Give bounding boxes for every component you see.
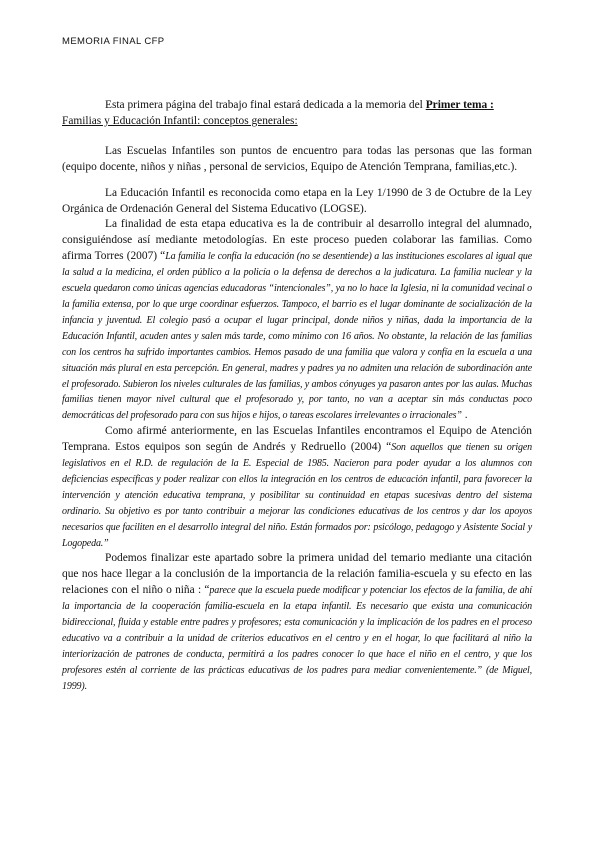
paragraph-2: La Educación Infantil es reconocida como etapa en la Ley 1/1990 de 3 de Octubre de la Ley Orgánica de Ordenación General del Sistema Educativo (LOGSE). <box>62 186 532 215</box>
paragraph-4 <box>62 424 532 551</box>
intro-subtitle: Familias y Educación Infantil: conceptos generales: <box>62 114 298 127</box>
intro-paragraph <box>62 98 532 130</box>
paragraph-5-text: Podemos finalizar este apartado sobre la primera unidad del temario mediante una citación que nos hace llegar a la conclusión de la importancia de la relación familia-escuela y su efecto en las relaciones con el niño o niña : “ <box>62 552 532 597</box>
page-header: MEMORIA FINAL CFP <box>62 36 165 47</box>
paragraph-5 <box>62 551 532 694</box>
intro-text: Esta primera página del trabajo final estará dedicada a la memoria del <box>105 99 426 111</box>
paragraph-3-text: La finalidad de esta etapa educativa es la de contribuir al desarrollo integral del alumnado, consiguiéndose así mediante metodologías. En este proceso pueden colaborar las familias. Como afirma Torres (2007) “ <box>62 218 532 263</box>
paragraph-1: Las Escuelas Infantiles son puntos de encuentro para todas las personas que las forman (equipo docente, niños y niñas , personal de servicios, Equipo de Atención Temprana, familias,etc.). <box>62 144 532 173</box>
paragraph-3 <box>62 217 532 424</box>
paragraph-4-quote: Son aquellos que tienen su origen legislativos en el R.D. de regulación de la E. Especial de 1985. Nacieron para poder ayudar a los alumnos con deficiencias específicas y poder realizar con ellos la integración en los centros de educación infantil, para favorecer la intervención y atención educativa temprana, y posibilitar su continuidad en etapas sucesivas dentro del sistema ordinario. Su objetivo es por tanto contribuir a mejorar las condiciones educativas de los centros y dar los apoyos necesarios que faciliten en el desarrollo integral del niño. Están formados por: psicólogo, pedagogo y Asistente Social y Logopeda.” <box>62 442 532 549</box>
intro-highlight: Primer tema : <box>425 99 494 111</box>
document-body <box>62 98 532 695</box>
paragraph-5-quote: parece que la escuela puede modificar y potenciar los efectos de la familia, de ahí la importancia de la cooperación familia-escuela en la etapa infantil. Es necesario que exista una comunicación bidireccional, fluida y estable entre padres y profesores; esta comunicación y la implicación de los padres en el proceso educativo va a contribuir a la unidad de criterios educativos en el centro y en el hogar, lo que facilitará al niño la interiorización de patrones de conducta, permitirá a los padres conocer lo que hace el niño en el centro, y que los profesores estén al corriente de las prácticas educativas de los padres para mediar convenientemente.” (de Miguel, 1999). <box>62 585 532 692</box>
paragraph-3-quote: La familia le confía la educación (no se desentiende) a las instituciones escolares al igual que la salud a la medicina, el orden público a la policía o la defensa de derechos a la judicatura. La familia nuclear y la escuela quedaron como únicas agencias educadoras “intencionales”, ya no lo hace la Iglesia, ni la comunidad vecinal o la familia extensa, por lo que urge coordinar esfuerzos. Tampoco, el barrio es el lugar dominante de socialización de la infancia y juventud. El colegio pasó a ocupar el lugar principal, donde niños y niñas, dada la importancia de la Educación Infantil, acuden antes y salen más tarde, como mínimo con 16 años. No obstante, la relación de las familias con los centros ha sufrido importantes cambios. Hemos pasado de una familia que valora y confía en la escuela a una situación más plural en esta percepción. En general, madres y padres ya no admiten una relación de subordinación ante el profesorado. Subieron los niveles culturales de las familias, y ambos cónyuges ya pasaron antes por las aulas. Muchas familias tienen mayor nivel cultural que el profesorado y, por tanto, no van a aceptar sin más conductas poco democráticas del profesorado para con sus hijos e hijos, o tareas escolares irrelevantes o irracionales” <box>62 251 532 422</box>
paragraph-4-text: Como afirmé anteriormente, en las Escuelas Infantiles encontramos el Equipo de Atención Temprana. Estos equipos son según de Andrés y Redruello (2004) “ <box>62 425 532 454</box>
paragraph-3-end: . <box>461 409 468 422</box>
